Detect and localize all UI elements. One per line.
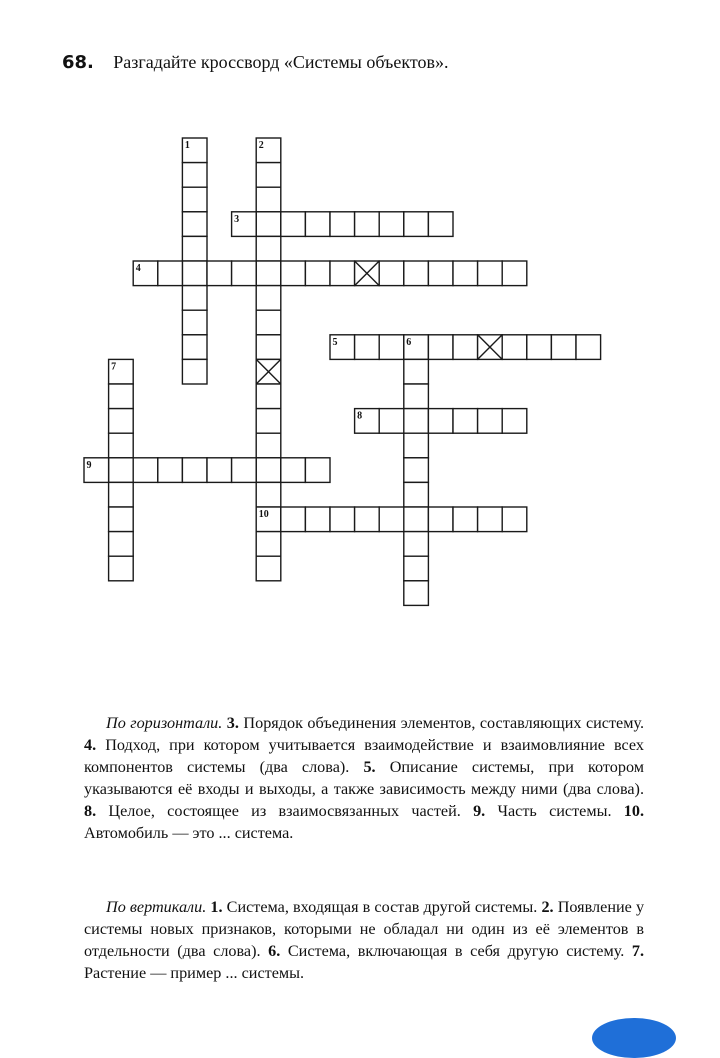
crossword-cell[interactable] <box>256 261 281 286</box>
clue-text: Описание системы, при котором указываются её входы и выходы, а также зависимость между ними (два слова). <box>84 758 644 798</box>
crossword-cell[interactable] <box>404 261 429 286</box>
clue-number-label: 9 <box>86 459 92 471</box>
clue-text: Автомобиль — это ... система. <box>84 824 294 842</box>
crossword-cell[interactable] <box>527 335 552 360</box>
clue-text: Появление у системы новых признаков, которыми не обладал ни один из её элементов в отдельности (два слова). <box>84 898 645 960</box>
crossword-cell[interactable] <box>502 409 527 434</box>
crossword-cell[interactable] <box>404 212 429 237</box>
crossword-cell[interactable] <box>305 507 330 532</box>
crossword-cell[interactable] <box>109 458 134 483</box>
clue-number: 2. <box>541 898 554 916</box>
clue-number-label: 8 <box>357 410 363 422</box>
clue-number: 10. <box>623 802 645 820</box>
crossword-cell[interactable] <box>207 261 232 286</box>
crossword-cell[interactable] <box>158 458 183 483</box>
crossword-cell[interactable] <box>109 384 134 409</box>
crossword-cell[interactable] <box>355 335 380 360</box>
crossword-cell[interactable] <box>182 458 207 483</box>
crossword-cell[interactable] <box>281 261 306 286</box>
crossword-cell[interactable] <box>182 335 207 360</box>
clue-number-label: 7 <box>111 361 117 373</box>
crossword-cell[interactable] <box>182 187 207 212</box>
crossword-cell[interactable] <box>256 532 281 557</box>
clue-text: Система, входящая в состав другой системы. <box>226 898 538 916</box>
crossword-cell[interactable] <box>256 458 281 483</box>
crossword-cell[interactable] <box>305 458 330 483</box>
clue-number-label: 10 <box>258 509 269 520</box>
clue-number-label: 6 <box>406 336 412 348</box>
crossword-cell[interactable] <box>256 187 281 212</box>
crossword-cell[interactable] <box>428 261 453 286</box>
crossword-cell[interactable] <box>502 261 527 286</box>
crossword-cell[interactable] <box>428 507 453 532</box>
crossword-cell[interactable] <box>404 556 429 581</box>
clue-number-label: 3 <box>234 213 240 225</box>
crossword-cell[interactable] <box>404 482 429 507</box>
crossword-cell[interactable] <box>453 261 478 286</box>
crossword-cell[interactable] <box>182 212 207 237</box>
clue-text: Система, включающая в себя другую систему. <box>287 942 625 960</box>
crossword-cell[interactable] <box>502 335 527 360</box>
crossword-cell[interactable] <box>281 458 306 483</box>
clue-number: 6. <box>268 942 281 960</box>
crossword-cell[interactable] <box>379 261 404 286</box>
clue-number-label: 2 <box>258 140 264 151</box>
clue-number: 5. <box>363 758 376 776</box>
crossword-cell[interactable] <box>109 409 134 434</box>
clue-number-label: 4 <box>135 263 141 274</box>
clue-number: 9. <box>473 802 486 820</box>
crossword-cell[interactable] <box>379 212 404 237</box>
crossword-cell[interactable] <box>256 409 281 434</box>
crossword-cell[interactable] <box>182 261 207 286</box>
crossword-cell[interactable] <box>109 507 134 532</box>
clue-number: 1. <box>210 898 223 916</box>
clue-text: Подход, при котором учитывается взаимодействие и взаимовлияние всех компонентов системы (два слова). <box>84 736 644 776</box>
crossword-cell[interactable] <box>305 212 330 237</box>
clue-text: Целое, состоящее из взаимосвязанных частей. <box>108 802 461 820</box>
clues-heading: По вертикали. <box>106 898 207 916</box>
crossword-cell[interactable] <box>158 261 183 286</box>
crossword-cell[interactable] <box>256 212 281 237</box>
clue-number: 8. <box>84 802 97 820</box>
crossword-cell[interactable] <box>232 261 257 286</box>
crossword-cell[interactable] <box>256 482 281 507</box>
clues-down <box>84 896 644 984</box>
clue-number: 3. <box>226 714 239 732</box>
crossword-cell[interactable] <box>182 286 207 311</box>
crossword-cell[interactable] <box>232 458 257 483</box>
crossword-cell[interactable] <box>109 556 134 581</box>
crossword-cell[interactable] <box>256 433 281 458</box>
crossword-cell[interactable] <box>182 236 207 261</box>
clues-across <box>84 712 644 844</box>
crossword-cell[interactable] <box>256 310 281 335</box>
crossword-cell[interactable] <box>109 482 134 507</box>
crossword-cell[interactable] <box>576 335 601 360</box>
crossword-cell[interactable] <box>404 409 429 434</box>
crossword-cell[interactable] <box>281 507 306 532</box>
crossword-cell[interactable] <box>453 335 478 360</box>
crossword-cell[interactable] <box>478 507 503 532</box>
crossword-cell[interactable] <box>355 212 380 237</box>
crossword-cell[interactable] <box>355 507 380 532</box>
clue-text: Порядок объединения элементов, составляющих систему. <box>243 714 644 732</box>
clue-number-label: 1 <box>184 140 190 151</box>
crossword-cell[interactable] <box>428 335 453 360</box>
crossword-cell[interactable] <box>207 458 232 483</box>
crossword-cell[interactable] <box>305 261 330 286</box>
corner-badge <box>592 1018 676 1058</box>
crossword-cell[interactable] <box>551 335 576 360</box>
clue-number: 4. <box>84 736 97 754</box>
crossword-cell[interactable] <box>404 433 429 458</box>
crossword-cell[interactable] <box>379 507 404 532</box>
crossword-cell[interactable] <box>379 409 404 434</box>
crossword-cell[interactable] <box>281 212 306 237</box>
crossword-cell[interactable] <box>256 286 281 311</box>
crossword-cell[interactable] <box>109 433 134 458</box>
crossword-cell[interactable] <box>453 507 478 532</box>
crossword-cell[interactable] <box>256 163 281 188</box>
crossword-cell[interactable] <box>478 409 503 434</box>
crossword-cell[interactable] <box>478 261 503 286</box>
task-number: 68. <box>62 52 94 73</box>
crossword-cell[interactable] <box>404 359 429 384</box>
crossword-cell[interactable] <box>330 261 355 286</box>
clue-text: Часть системы. <box>497 802 612 820</box>
clue-number: 7. <box>631 942 644 960</box>
crossword-cell[interactable] <box>330 507 355 532</box>
crossword-cell[interactable] <box>133 458 158 483</box>
crossword-cell[interactable] <box>182 359 207 384</box>
crossword-cell[interactable] <box>379 335 404 360</box>
crossword-cell[interactable] <box>428 409 453 434</box>
crossword-cell[interactable] <box>109 532 134 557</box>
crossword-cell[interactable] <box>330 212 355 237</box>
crossword-cell[interactable] <box>502 507 527 532</box>
crossword-cell[interactable] <box>404 384 429 409</box>
crossword-cell[interactable] <box>256 236 281 261</box>
crossword-cell[interactable] <box>256 556 281 581</box>
clue-number-label: 5 <box>332 336 338 348</box>
crossword-cell[interactable] <box>404 532 429 557</box>
crossword-cell[interactable] <box>453 409 478 434</box>
crossword-cell[interactable] <box>182 310 207 335</box>
crossword-cell[interactable] <box>404 507 429 532</box>
crossword-cell[interactable] <box>182 163 207 188</box>
clue-text: Растение — пример ... системы. <box>84 964 305 982</box>
crossword-cell[interactable] <box>428 212 453 237</box>
clues-heading: По горизонтали. <box>106 714 223 732</box>
crossword-cell[interactable] <box>404 458 429 483</box>
crossword-cell[interactable] <box>256 384 281 409</box>
crossword-cell[interactable] <box>256 335 281 360</box>
task-title: Разгадайте кроссворд «Системы объектов». <box>113 52 449 72</box>
crossword-cell[interactable] <box>404 581 429 606</box>
